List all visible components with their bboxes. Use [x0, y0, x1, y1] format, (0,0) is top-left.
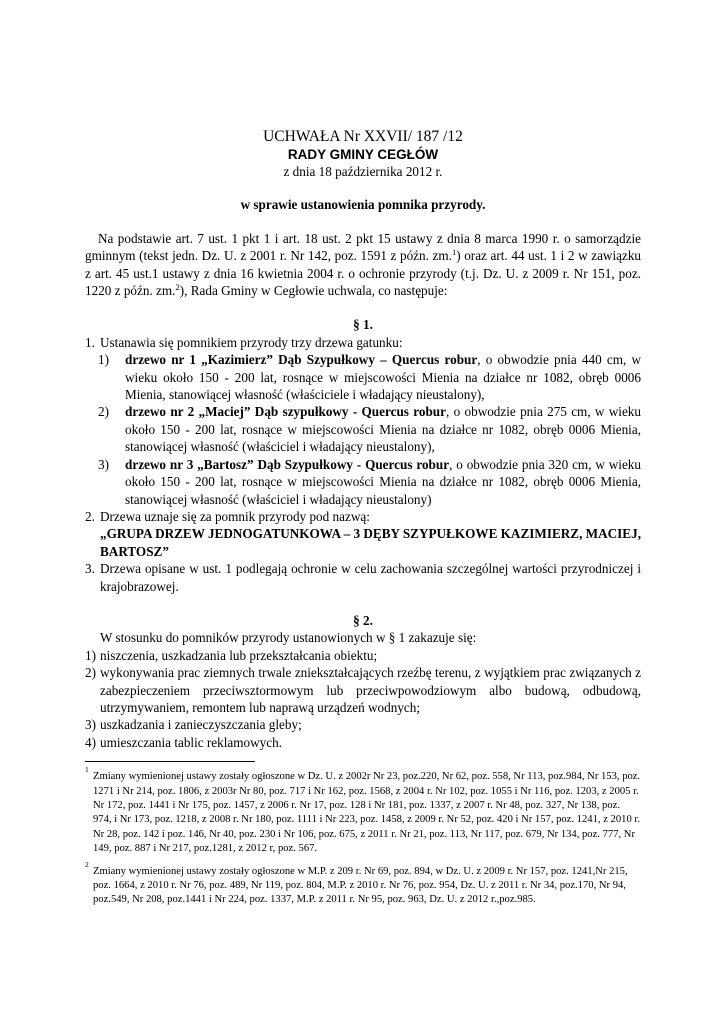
footnote-2: 2 Zmiany wymienionej ustawy zostały ogłoszone w M.P. z 209 r. Nr 69, poz. 894, w Dz. U. z 2009 r. Nr 157, poz. 1241,Nr 215, poz. 1664, z 2010 r. Nr 76, poz. 489, Nr 119, poz. 804, M.P. z 2010 r. Nr 76, poz. 954, Dz. U. z 2011 r. Nr 34, poz.170, Nr 94, poz.549, Nr 208, poz.1441 i Nr 224, poz. 1337, M.P. z 2011 r. Nr 95, poz. 963, Dz. U. z 2012 r.,poz.985. [85, 865, 641, 908]
item-text: umieszczania tablic reklamowych. [100, 734, 282, 750]
prohibition-item [85, 647, 641, 664]
section-1-heading: § 1. [353, 317, 373, 333]
point-number: 3. [85, 561, 95, 577]
prohibition-item [85, 716, 641, 733]
point-text: Drzewa uznaje się za pomnik przyrody pod nazwą: [100, 508, 370, 524]
footnote-text: Zmiany wymienionej ustawy zostały ogłoszone w Dz. U. z 2002r Nr 23, poz.220, Nr 62, poz. 558, Nr 113, poz.984, Nr 153, poz. 1271 i Nr 214, poz. 1806, z 2003r Nr 80, poz. 717 i Nr 162, poz. 1568, z 2004 r. Nr 102, poz. 1055 i Nr 116, poz. 1203, z 2005 r. Nr 172, poz. 1441 i Nr 175, poz. 1457, z 2006 r. Nr 17, poz. 128 i Nr 181, poz. 1337, z 2007 r. Nr 48, poz. 327, Nr 138, poz. 974, i Nr 173, poz. 1218, z 2008 r. Nr 180, poz. 1111 i Nr 223, poz. 1458, z 2009 r. Nr 52, poz. 420 i Nr 157, poz. 1241, z 2010 r. Nr 28, poz. 142 i poz. 146, Nr 40, poz. 230 i Nr 106, poz. 675, z 2011 r. Nr 21, poz. 113, Nr 117, poz. 679, Nr 134, poz. 777, Nr 149, poz. 887 i Nr 217, poz.1281, z 2012 r, poz. 567. [93, 771, 641, 855]
item-number: 1) [85, 647, 96, 663]
point-number: 1. [85, 334, 95, 350]
item-text: niszczenia, uszkadzania lub przekształcania obiektu; [100, 647, 378, 663]
tree-name: drzewo nr 2 „Maciej” Dąb szypułkowy - Quercus robur [125, 404, 446, 420]
point-text: Drzewa opisane w ust. 1 podlegają ochronie w celu zachowania szczególnej wartości przyrodniczej i krajobrazowej. [100, 561, 641, 594]
section-1-point-1 [85, 334, 641, 351]
point-text: Ustanawia się pomnikiem przyrody trzy drzewa gatunku: [100, 334, 403, 350]
tree-description [125, 351, 641, 403]
document-header [85, 128, 641, 180]
tree-description [125, 403, 641, 455]
prohibition-list [85, 647, 641, 751]
footnote-ref-1[interactable]: 1 [451, 247, 457, 258]
resolution-number: UCHWAŁA Nr XXVII/ 187 /12 [263, 128, 463, 145]
footnote-1: 1 Zmiany wymienionej ustawy zostały ogłoszone w Dz. U. z 2002r Nr 23, poz.220, Nr 62, poz. 558, Nr 113, poz.984, Nr 153, poz. 1271 i Nr 214, poz. 1806, z 2003r Nr 80, poz. 717 i Nr 162, poz. 1568, z 2004 r. Nr 102, poz. 1055 i Nr 116, poz. 1203, z 2005 r. Nr 172, poz. 1441 i Nr 175, poz. 1457, z 2006 r. Nr 17, poz. 128 i Nr 181, poz. 1337, z 2007 r. Nr 48, poz. 327, Nr 138, poz. 974, i Nr 173, poz. 1218, z 2008 r. Nr 180, poz. 1111 i Nr 223, poz. 1458, z 2009 r. Nr 52, poz. 420 i Nr 157, poz. 1241, z 2010 r. Nr 28, poz. 142 i poz. 146, Nr 40, poz. 230 i Nr 106, poz. 675, z 2011 r. Nr 21, poz. 113, Nr 117, poz. 679, Nr 134, poz. 777, Nr 149, poz. 887 i Nr 217, poz.1281, z 2012 r, poz. 567. [85, 770, 641, 856]
tree-number: 1) [98, 352, 109, 368]
section-1-point-3 [85, 560, 641, 595]
tree-number: 2) [98, 404, 109, 420]
section-1-point-2 [85, 508, 641, 525]
resolution-subject: w sprawie ustanowienia pomnika przyrody. [240, 197, 486, 213]
tree-details: , o obwodzie pnia 275 cm, w wieku około 150 - 200 lat, rosnące w miejscowości Mienia na działce nr 1082, obręb 0006 Mienia, stanowiącej własność (właściciel i władający nieustalony), [125, 404, 641, 455]
document-page [85, 128, 641, 908]
item-number: 3) [85, 717, 96, 733]
resolution-date: z dnia 18 października 2012 r. [283, 164, 443, 179]
item-number: 4) [85, 734, 96, 750]
tree-details: , o obwodzie pnia 440 cm, w wieku około 150 - 200 lat, rosnące w miejscowości Mienia na działce nr 1082, obręb 0006 Mienia, stanowiącej własność (właściciele i władający nieustalony), [125, 352, 642, 403]
section-2-heading: § 2. [353, 612, 373, 628]
tree-name: drzewo nr 3 „Bartosz” Dąb Szypułkowy - Quercus robur [125, 456, 450, 472]
tree-item-2 [98, 403, 641, 455]
prohibition-item [85, 664, 641, 716]
footnote-divider [85, 761, 255, 762]
item-number: 2) [85, 665, 96, 681]
legal-basis-part3: ), Rada Gminy w Cegłowie uchwala, co następuje: [179, 283, 448, 299]
legal-basis [85, 230, 641, 300]
tree-name: drzewo nr 1 „Kazimierz” Dąb Szypułkowy – Quercus robur [125, 352, 478, 368]
legal-basis-part1: Na podstawie art. 7 ust. 1 pkt 1 i art. 18 ust. 2 pkt 15 ustawy z dnia 8 marca 1990 r. o samorządzie gminnym (tekst jedn. Dz. U. z 2001 r. Nr 142, poz. 1591 z późn. zm. [85, 230, 641, 264]
footnote-ref-2[interactable]: 2 [175, 282, 180, 293]
tree-details: , o obwodzie pnia 320 cm, w wieku około 150 - 200 lat, rosnące w miejscowości Mienia na działce nr 1082, obręb 0006 Mienia, stanowiącej własność (właściciel i władający nieustalony) [125, 456, 641, 507]
item-text: wykonywania prac ziemnych trwale zniekształcających rzeźbę terenu, z wyjątkiem prac związanych z zabezpieczeniem przeciwsztormowym lub przeciwpowodziowym albo budową, odbudową, utrzymywaniem, remontem lub naprawą urządzeń wodnych; [100, 665, 641, 715]
item-text: uszkadzania i zanieczyszczania gleby; [100, 717, 302, 733]
council-name: RADY GMINY CEGŁÓW [287, 147, 439, 162]
tree-description [125, 456, 641, 508]
footnote-text: Zmiany wymienionej ustawy zostały ogłoszone w M.P. z 209 r. Nr 69, poz. 894, w Dz. U. z 2009 r. Nr 157, poz. 1241,Nr 215, poz. 1664, z 2010 r. Nr 76, poz. 489, Nr 119, poz. 804, M.P. z 2010 r. Nr 76, poz. 954, Dz. U. z 2011 r. Nr 34, poz.170, Nr 94, poz.549, Nr 208, poz.1441 i Nr 224, poz. 1337, M.P. z 2011 r. Nr 95, poz. 963, Dz. U. z 2012 r.,poz.985. [93, 865, 628, 906]
tree-list [85, 351, 641, 508]
point-number: 2. [85, 508, 95, 524]
monument-group-name: „GRUPA DRZEW JEDNOGATUNKOWA – 3 DĘBY SZYPUŁKOWE KAZIMIERZ, MACIEJ, BARTOSZ” [100, 526, 641, 559]
tree-item-3 [98, 456, 641, 508]
tree-number: 3) [98, 456, 109, 472]
prohibition-item [85, 734, 641, 751]
tree-item-1 [98, 351, 641, 403]
section-2-intro: W stosunku do pomników przyrody ustanowionych w § 1 zakazuje się: [100, 630, 477, 646]
legal-basis-part2: ) oraz art. 44 ust. 1 i 2 w zawiązku z art. 45 ust.1 ustawy z dnia 16 kwietnia 2004 r. o ochronie przyrody (t.j. Dz. U. z 2009 r. Nr 151, poz. 1220 z późn. zm. [85, 248, 642, 299]
